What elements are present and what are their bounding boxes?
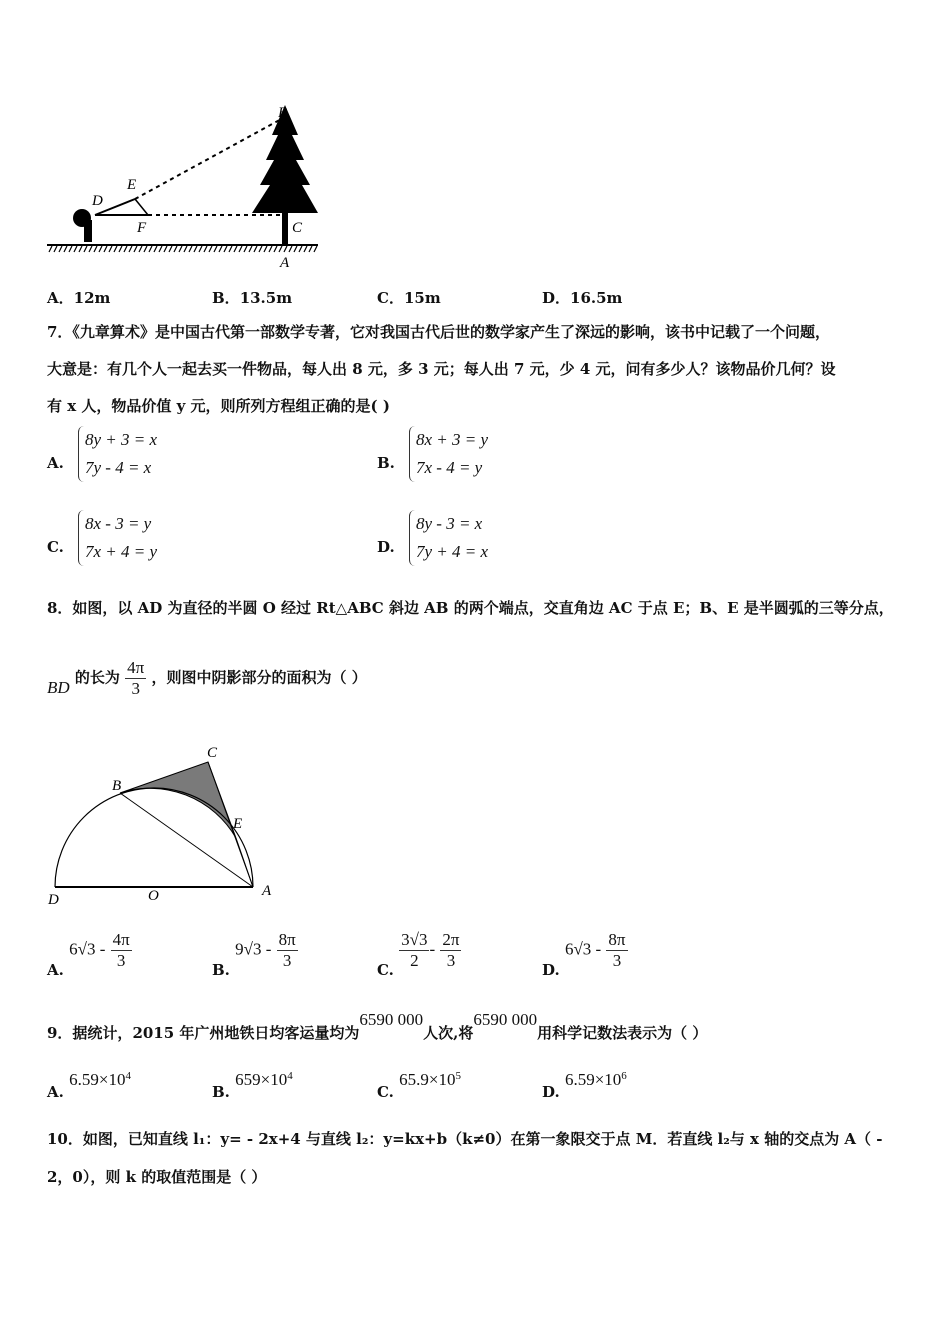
ground-hatch [49, 246, 317, 252]
q8-option-b[interactable]: B. 9√3 - $\frac{8\pi}{3}$ [212, 930, 296, 979]
label-b: B [112, 778, 122, 794]
q7-option-c-system: 8x - 3 = y 7x + 4 = y [78, 510, 157, 566]
q7-option-b-letter[interactable]: B. [377, 454, 395, 472]
q7-option-a-letter[interactable]: A. [47, 454, 64, 472]
q8-option-c[interactable]: C. $\frac{3√3}{2}$ - $\frac{2\pi}{3}$ [377, 930, 460, 979]
label-e: E [233, 816, 243, 832]
label-d: D [92, 193, 103, 209]
arc-length-fraction: $\frac{4\pi}{3}$ [127, 658, 145, 698]
q9-option-c[interactable]: C. $65.9\times 10^5$ [377, 1070, 461, 1101]
q8-text-line-2: BD 的长为 $\frac{4\pi}{3}$ ，则图中阴影部分的面积为（ ） [47, 658, 367, 698]
q7-option-d-letter[interactable]: D. [377, 538, 395, 556]
q7-text-line-3: 有 x 人，物品价值 y 元，则所列方程组正确的是( ) [47, 397, 390, 415]
label-a: A [280, 255, 290, 271]
q7-text-line-2: 大意是：有几个人一起去买一件物品，每人出 8 元，多 3 元；每人出 7 元，少 4 元，问有多少人？该物品价几何？设 [47, 360, 836, 378]
label-d: D [48, 892, 59, 908]
q10-text-line-2: 2，0），则 k 的取值范围是（ ） [47, 1168, 267, 1186]
semicircle-figure [40, 740, 300, 910]
q6-option-b[interactable]: B．13.5m [212, 289, 293, 307]
label-c: C [292, 220, 303, 236]
q8-text-line-1: 8．如图，以 AD 为直径的半圆 O 经过 Rt△ABC 斜边 AB 的两个端点，交直角边 AC 于点 E；B、E 是半圆弧的三等分点， [47, 599, 894, 617]
tree-icon [252, 105, 318, 213]
q7-option-d-system: 8y - 3 = x 7y + 4 = x [409, 510, 488, 566]
q7-text-line-1: 7．《九章算术》是中国古代第一部数学专著，它对我国古代后世的数学家产生了深远的影响，该书中记载了一个问题， [47, 323, 830, 341]
q7-option-a-system: 8y + 3 = x 7y - 4 = x [78, 426, 157, 482]
label-o: O [148, 888, 159, 904]
label-b: B [278, 105, 288, 121]
tree-measurement-figure [40, 95, 340, 275]
q7-option-b-system: 8x + 3 = y 7x - 4 = y [409, 426, 488, 482]
q6-option-d[interactable]: D．16.5m [542, 289, 623, 307]
q7-option-c-letter[interactable]: C. [47, 538, 64, 556]
q10-text-line-1: 10．如图，已知直线 l₁：y= - 2x+4 与直线 l₂：y=kx+b（k≠0）在第一象限交于点 M．若直线 l₂与 x 轴的交点为 A（ - [47, 1130, 883, 1148]
q9-option-b[interactable]: B. $659\times 10^4$ [212, 1070, 293, 1101]
q6-option-a[interactable]: A．12m [47, 289, 111, 307]
q8-option-a[interactable]: A. 6√3 - $\frac{4\pi}{3}$ [47, 930, 130, 979]
shaded-region [120, 762, 236, 838]
label-a: A [262, 883, 272, 899]
arc-bd: BD [47, 677, 70, 697]
q8-option-d[interactable]: D. 6√3 - $\frac{8\pi}{3}$ [542, 930, 626, 979]
label-e: E [127, 177, 137, 193]
q9-option-a[interactable]: A. $6.59\times 10^4$ [47, 1070, 131, 1101]
q9-option-d[interactable]: D. $6.59\times 10^6$ [542, 1070, 627, 1101]
q6-option-c[interactable]: C．15m [377, 289, 441, 307]
label-f: F [137, 220, 147, 236]
label-c: C [207, 745, 218, 761]
q9-question: 9．据统计，2015 年广州地铁日均客运量均为6590 000人次,将6590 000用科学记数法表示为（ ） [47, 1010, 708, 1042]
